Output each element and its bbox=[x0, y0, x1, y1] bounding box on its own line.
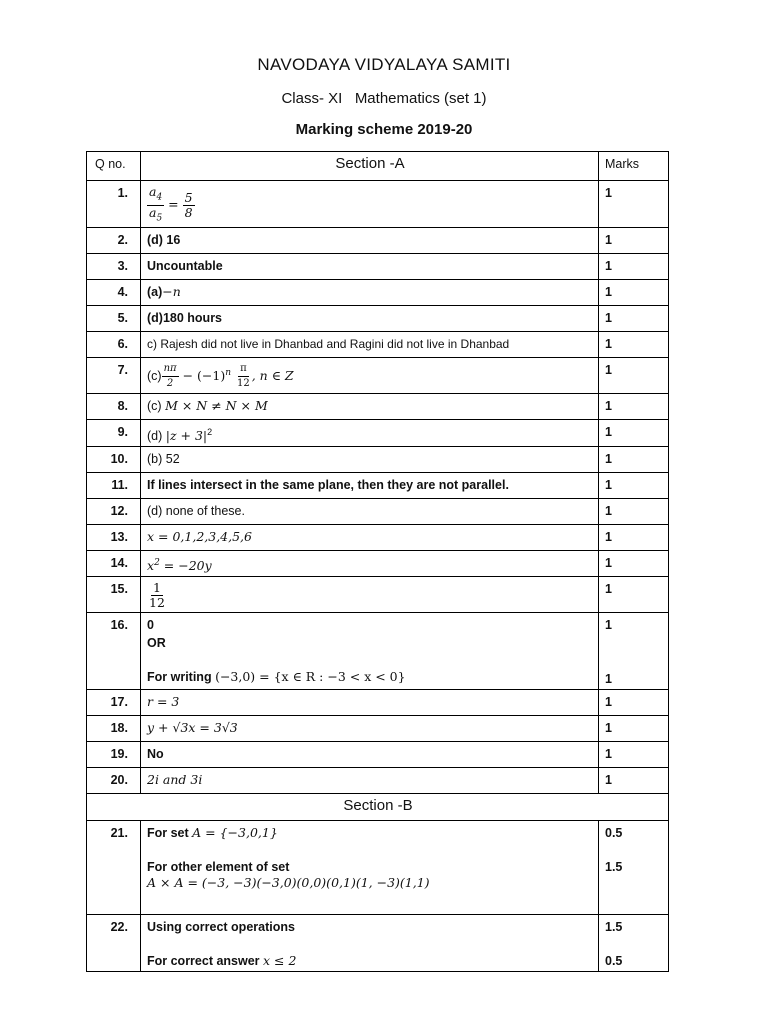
answer-cell: Using correct operations For correct answer x ≤ 2 bbox=[141, 915, 599, 972]
question-number: 13. bbox=[87, 525, 141, 551]
table-row bbox=[87, 420, 669, 447]
table-row bbox=[87, 613, 669, 690]
table-row bbox=[87, 690, 669, 716]
answer-cell: Uncountable bbox=[141, 254, 599, 280]
answer-cell: r = 3 bbox=[141, 690, 599, 716]
marks-cell: 1 bbox=[599, 306, 669, 332]
table-row bbox=[87, 358, 669, 394]
marking-scheme-table bbox=[86, 151, 669, 972]
ratio-fraction: $\frac{a_4}{a_5}$ bbox=[149, 184, 163, 223]
table-row bbox=[87, 742, 669, 768]
marks-cell: 1 bbox=[599, 280, 669, 306]
answer-cell: (d) none of these. bbox=[141, 499, 599, 525]
table-row bbox=[87, 821, 669, 915]
question-number: 18. bbox=[87, 716, 141, 742]
question-number: 8. bbox=[87, 394, 141, 420]
answer-cell: (a)−n bbox=[141, 280, 599, 306]
table-row bbox=[87, 254, 669, 280]
table-row bbox=[87, 394, 669, 420]
answer-cell: (d)180 hours bbox=[141, 306, 599, 332]
marks-header: Marks bbox=[599, 152, 669, 181]
table-row bbox=[87, 306, 669, 332]
question-number: 4. bbox=[87, 280, 141, 306]
answer-cell: (d) 16 bbox=[141, 228, 599, 254]
marks-cell: 1 bbox=[599, 551, 669, 577]
answer-cell: No bbox=[141, 742, 599, 768]
table-row bbox=[87, 228, 669, 254]
answer-cell: If lines intersect in the same plane, then they are not parallel. bbox=[141, 473, 599, 499]
marks-cell: 1 bbox=[599, 690, 669, 716]
answer-cell: 2i and 3i bbox=[141, 768, 599, 794]
answer-cell: For set A = {−3,0,1} For other element of set A × A = (−3, −3)(−3,0)(0,0)(0,1)(1, −3)(1,1) bbox=[141, 821, 599, 915]
answer-cell: c) Rajesh did not live in Dhanbad and Ragini did not live in Dhanbad bbox=[141, 332, 599, 358]
marks-cell: 1 bbox=[599, 525, 669, 551]
answer-cell: x = 0,1,2,3,4,5,6 bbox=[141, 525, 599, 551]
question-number: 19. bbox=[87, 742, 141, 768]
marks-cell: 1 bbox=[599, 358, 669, 394]
table-header-row bbox=[87, 152, 669, 181]
question-number: 15. bbox=[87, 577, 141, 613]
organization-title: NAVODAYA VIDYALAYA SAMITI bbox=[257, 55, 511, 74]
question-number: 9. bbox=[87, 420, 141, 447]
section-a-header: Section -A bbox=[141, 152, 599, 181]
question-number: 6. bbox=[87, 332, 141, 358]
answer-fraction: $\frac{1}{12}$ bbox=[149, 580, 165, 611]
answer-cell: y + √3x = 3√3 bbox=[141, 716, 599, 742]
table-row bbox=[87, 181, 669, 228]
question-number: 3. bbox=[87, 254, 141, 280]
value-fraction: $\frac{5}{8}$ bbox=[184, 189, 193, 220]
answer-cell bbox=[141, 577, 599, 613]
table-row bbox=[87, 280, 669, 306]
answer-cell: (c) M × N ≠ N × M bbox=[141, 394, 599, 420]
question-number: 16. bbox=[87, 613, 141, 690]
class-subject-title: Class- XI Mathematics (set 1) bbox=[281, 90, 487, 107]
table-row bbox=[87, 499, 669, 525]
section-b-row bbox=[87, 794, 669, 821]
answer-cell: (d) $|z + 3|^2$ bbox=[141, 420, 599, 447]
marks-cell: 1 bbox=[599, 420, 669, 447]
table-row bbox=[87, 525, 669, 551]
marks-cell: 1 bbox=[599, 394, 669, 420]
answer-cell: (b) 52 bbox=[141, 447, 599, 473]
marks-cell: 1 1 bbox=[599, 613, 669, 690]
answer-cell: (c) $\frac{n\pi}{2}$ − $(-1)^n$ $\frac{\pi}{12}$ , n ∈ Z bbox=[141, 358, 599, 394]
marks-cell: 0.5 1.5 bbox=[599, 821, 669, 915]
marks-cell: 1 bbox=[599, 181, 669, 228]
question-number: 5. bbox=[87, 306, 141, 332]
marks-cell: 1 bbox=[599, 499, 669, 525]
marks-cell: 1 bbox=[599, 254, 669, 280]
marks-cell: 1 bbox=[599, 716, 669, 742]
section-b-header: Section -B bbox=[87, 794, 669, 821]
question-number: 17. bbox=[87, 690, 141, 716]
question-number: 12. bbox=[87, 499, 141, 525]
marks-cell: 1 bbox=[599, 577, 669, 613]
table-row bbox=[87, 332, 669, 358]
question-number: 22. bbox=[87, 915, 141, 972]
marks-cell: 1 bbox=[599, 447, 669, 473]
question-number: 20. bbox=[87, 768, 141, 794]
question-number: 11. bbox=[87, 473, 141, 499]
marks-cell: 1 bbox=[599, 742, 669, 768]
question-number: 2. bbox=[87, 228, 141, 254]
marks-cell: 1.5 0.5 bbox=[599, 915, 669, 972]
question-number: 14. bbox=[87, 551, 141, 577]
table-row bbox=[87, 447, 669, 473]
table-row bbox=[87, 768, 669, 794]
question-number: 1. bbox=[87, 181, 141, 228]
table-row bbox=[87, 551, 669, 577]
marks-cell: 1 bbox=[599, 473, 669, 499]
table-row bbox=[87, 915, 669, 972]
answer-cell: 0 OR For writing (−3,0) = {x ∈ R : −3 < x < 0} bbox=[141, 613, 599, 690]
table-row bbox=[87, 577, 669, 613]
answer-cell: $x^2 = -20y$ bbox=[141, 551, 599, 577]
answer-cell: $\frac{a_4}{a_5}$ = $\frac{5}{8}$ bbox=[141, 181, 599, 228]
marks-cell: 1 bbox=[599, 228, 669, 254]
qno-header: Q no. bbox=[87, 152, 141, 181]
marks-cell: 1 bbox=[599, 768, 669, 794]
table-row bbox=[87, 716, 669, 742]
question-number: 21. bbox=[87, 821, 141, 915]
question-number: 10. bbox=[87, 447, 141, 473]
marks-cell: 1 bbox=[599, 332, 669, 358]
question-number: 7. bbox=[87, 358, 141, 394]
table-row bbox=[87, 473, 669, 499]
marking-scheme-title: Marking scheme 2019-20 bbox=[295, 121, 473, 138]
